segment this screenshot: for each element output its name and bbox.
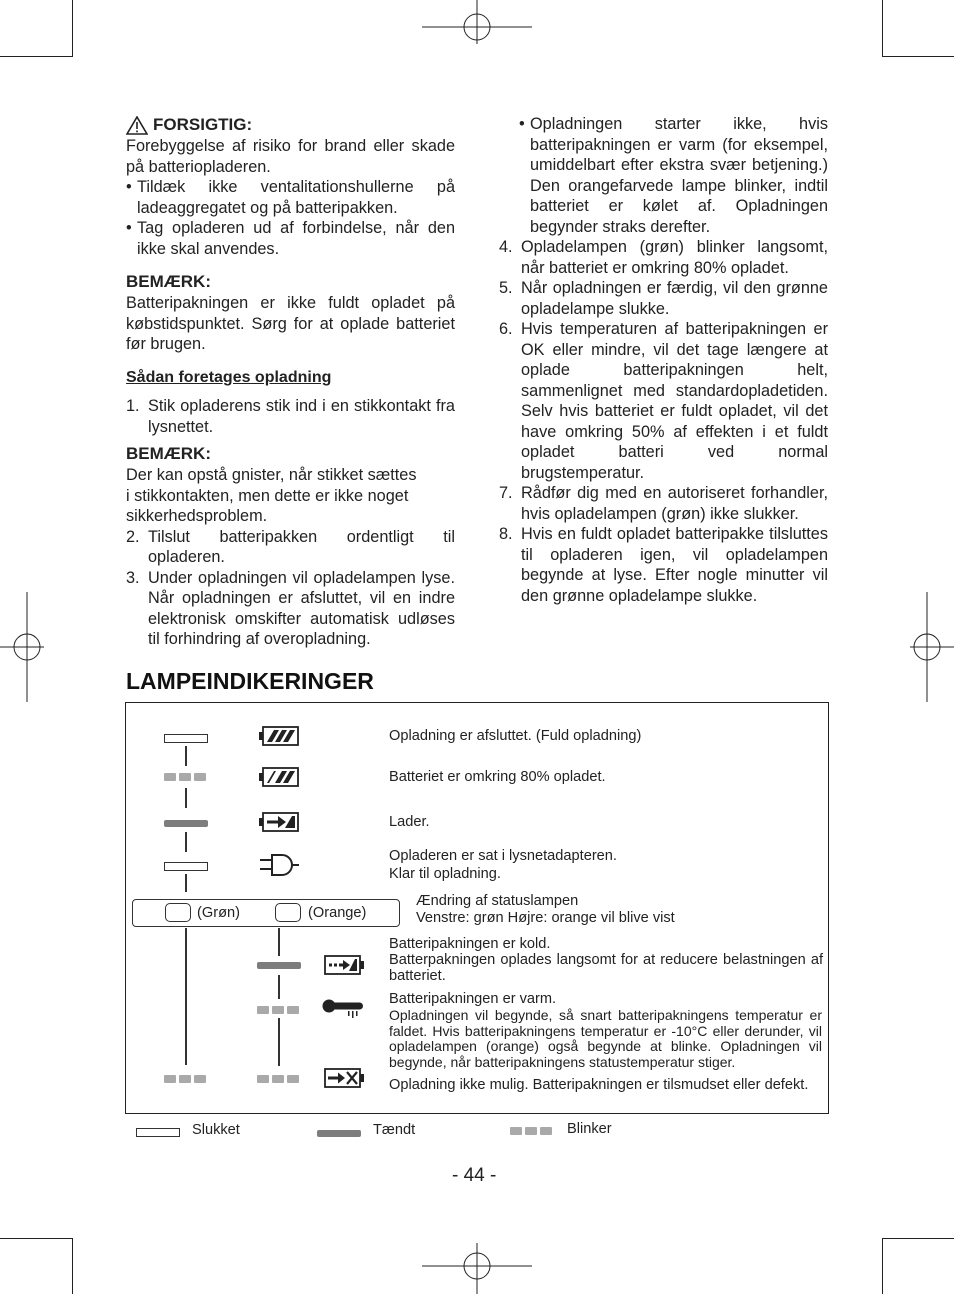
row-text-full: Opladning er afsluttet. (Fuld opladning)	[389, 728, 642, 744]
connector-line	[278, 1018, 280, 1066]
step-6: 6. Hvis temperaturen af batteripakningen er OK eller mindre, vil det tage længere at oplade batteripakningen helt, sammenlignet med standardopladetiden. Selv hvis batteriet er fuldt opladet, vil det have omkring 50% af effekten i et fuldt opladet batteri ved normal brugstemperatur.	[499, 320, 828, 482]
status-change-line1: Ændring af statuslampen	[416, 893, 579, 909]
page-number: - 44 -	[452, 1165, 497, 1186]
caution-heading	[126, 114, 455, 136]
note2-heading: BEMÆRK:	[126, 444, 211, 463]
legend-green-label: (Grøn)	[197, 905, 240, 921]
battery-80-icon	[258, 767, 300, 788]
step-7: 7. Rådfør dig med en autoriseret forhandler, hvis opladelampen (grøn) ikke slukker.	[499, 484, 828, 523]
note2-line: Der kan opstå gnister, når stikket sættes	[126, 466, 417, 484]
row-text-charging: Lader.	[389, 814, 430, 830]
orange-lamp-on-indicator	[257, 962, 301, 969]
plug-icon	[258, 853, 300, 877]
fail-text: Opladning ikke mulig. Batteripakningen er tilsmudset eller defekt.	[389, 1077, 809, 1093]
connector-line	[185, 832, 187, 852]
connector-line	[185, 788, 187, 808]
lamp-on-indicator	[164, 820, 208, 827]
step-5: 5. Når opladningen er færdig, vil den grønne opladelampe slukke.	[499, 279, 828, 318]
connector-line	[278, 928, 280, 956]
connector-line	[278, 975, 280, 999]
cold-line1: Batteripakningen er kold.	[389, 936, 551, 952]
note2-line: sikkerhedsproblem.	[126, 507, 268, 525]
battery-cold-icon	[324, 955, 366, 976]
section-title: LAMPEINDIKERINGER	[126, 668, 374, 694]
legend-off-symbol	[136, 1128, 180, 1137]
legend-blink-label: Blinker	[567, 1121, 612, 1137]
caution-heading-text: FORSIGTIG:	[153, 115, 253, 134]
note1-text: Batteripakningen er ikke fuldt opladet på købstidspunktet. Sørg for at oplade batteriet før brugen.	[126, 294, 455, 353]
left-column	[126, 114, 455, 650]
how-heading: Sådan foretages opladning	[126, 368, 332, 386]
row-text-ready-2: Klar til opladning.	[389, 866, 501, 882]
connector-line	[185, 746, 187, 766]
lamp-off-indicator	[164, 862, 208, 871]
connector-line	[185, 928, 187, 1065]
row-text-80: Batteriet er omkring 80% opladet.	[389, 769, 606, 785]
battery-error-icon	[324, 1068, 366, 1089]
lamp-blink-indicator	[164, 773, 206, 781]
note2-line: i stikkontakten, men dette er ikke noget	[126, 486, 409, 505]
thermometer-icon	[322, 996, 368, 1022]
orange-lamp-symbol	[275, 903, 301, 922]
row-text-ready-1: Opladeren er sat i lysnetadapteren.	[389, 848, 617, 864]
battery-full-icon	[258, 726, 300, 747]
legend-blink-symbol	[510, 1127, 552, 1135]
step-4: 4. Opladelampen (grøn) blinker langsomt, når batteriet er omkring 80% opladet.	[499, 238, 828, 277]
caution-bullet: • Tag opladeren ud af forbindelse, når den ikke skal anvendes.	[126, 219, 455, 258]
connector-line	[185, 874, 187, 892]
warm-line2: Opladningen vil begynde, så snart batteripakningens temperatur er faldet. Hvis batteripakningens temperatur er -10°C eller derunder, vil opladelampen (orange) også begynde at blinke. Opladningen vil begynde, når batteripakningens statustemperatur stiger.	[389, 1007, 822, 1070]
orange-lamp-blink-indicator	[257, 1006, 299, 1014]
step-8: 8. Hvis en fuldt opladet batteripakke tilsluttes til opladeren igen, vil opladelampen begynde at lyse. Efter nogle minutter vil den grønne opladelampe slukke.	[499, 525, 828, 605]
legend-on-symbol	[317, 1130, 361, 1137]
legend-off-label: Slukket	[192, 1122, 240, 1138]
orange-lamp-blink-indicator	[257, 1075, 299, 1083]
caution-bullet: • Tildæk ikke ventalitationshullerne på ladeaggregatet og på batteripakken.	[126, 178, 455, 217]
legend-orange-label: (Orange)	[308, 905, 367, 921]
cold-line2: Batterpakningen oplades langsomt for at reducere belastningen af batteriet.	[389, 952, 823, 984]
warm-line1: Batteripakningen er varm.	[389, 991, 557, 1007]
status-change-line2: Venstre: grøn Højre: orange vil blive vist	[416, 910, 675, 926]
legend-on-label: Tændt	[373, 1122, 416, 1138]
battery-charging-icon	[258, 812, 300, 833]
caution-text: Forebyggelse af risiko for brand eller skade på batteriopladeren.	[126, 137, 455, 176]
step-3: 3. Under opladningen vil opladelampen lyse. Når opladningen er afsluttet, vil en indre elektronisk omskifter automatisk udløses til forhindring af overopladning.	[126, 568, 455, 648]
green-lamp-symbol	[165, 903, 191, 922]
lamp-off-indicator	[164, 734, 208, 743]
lamp-blink-indicator	[164, 1075, 206, 1083]
step-1: 1. Stik opladerens stik ind i en stikkontakt fra lysnettet.	[126, 397, 455, 436]
step-2: 2. Tilslut batteripakken ordentligt til opladeren.	[126, 527, 455, 566]
warning-icon	[126, 116, 148, 135]
right-bullet: • Opladningen starter ikke, hvis batteripakningen er varm (for eksempel, umiddelbart efter ekstra svær betjening.) Den orangefarvede lampe blinker, indtil batteriet er kølet af. Opladningen begynder straks derefter.	[519, 115, 828, 236]
note1-heading: BEMÆRK:	[126, 272, 211, 291]
right-column	[499, 114, 828, 606]
